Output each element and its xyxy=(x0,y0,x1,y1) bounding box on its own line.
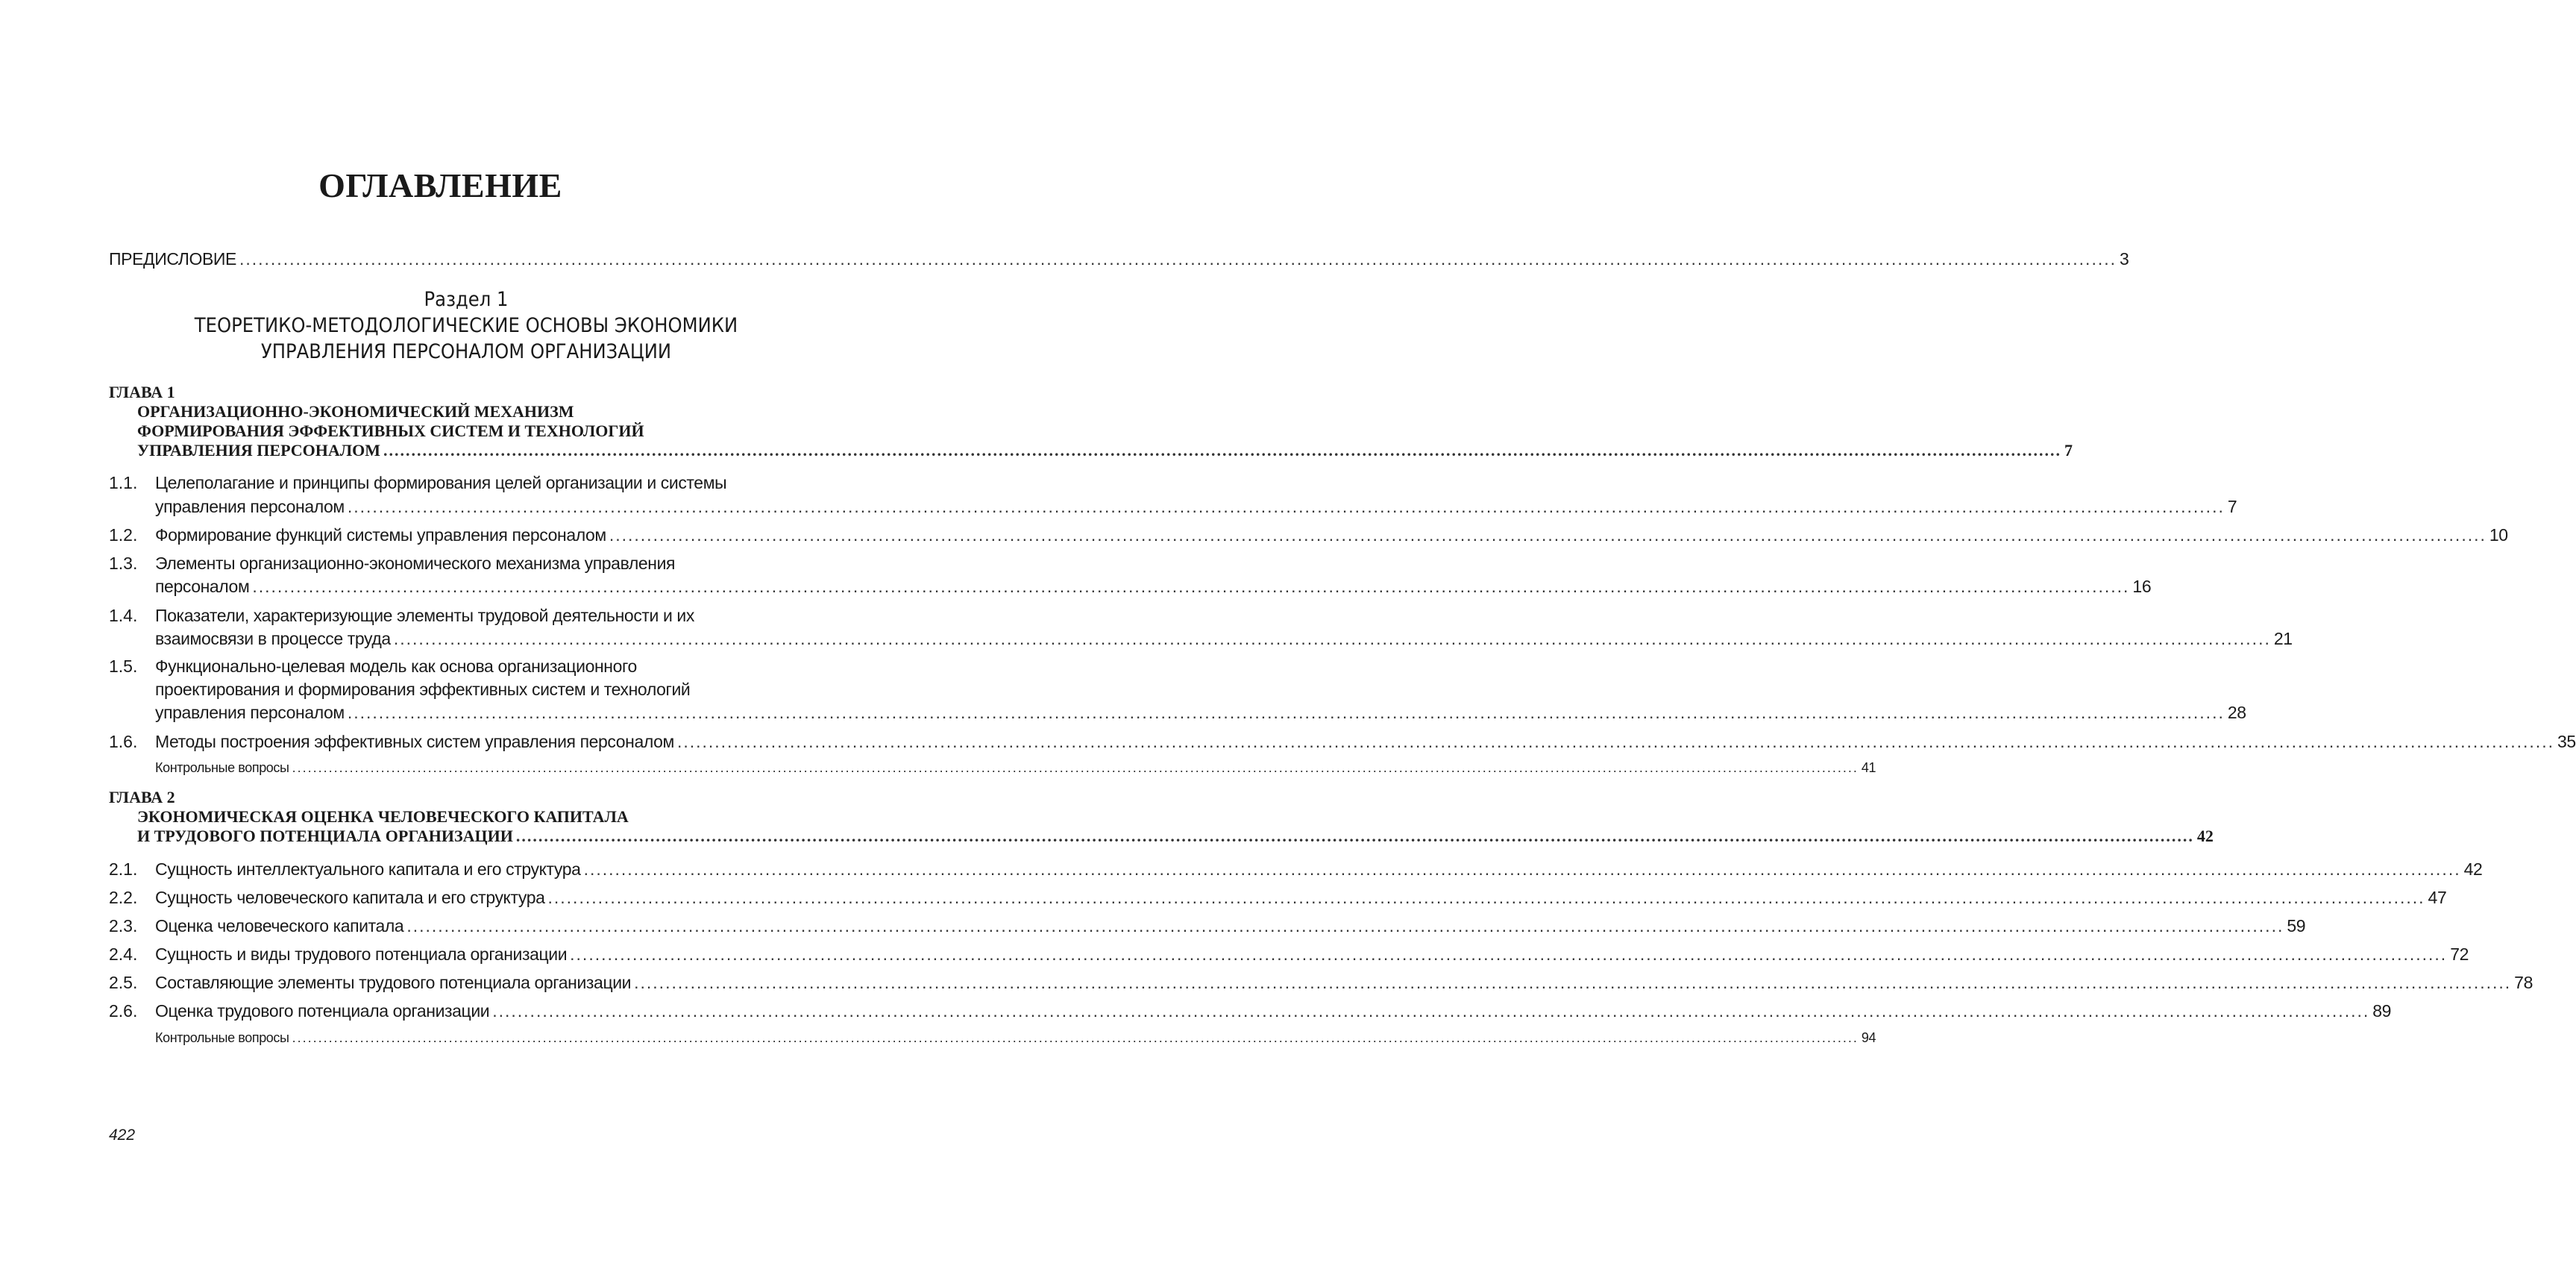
leader-dots: ............................................................................................................................................................................................................................................................................................................ xyxy=(609,525,2487,545)
toc-entry[interactable] xyxy=(155,886,2447,909)
leader-dots: ............................................................................................................................................................................................................................................................................................................ xyxy=(515,827,2194,845)
entry-page: 16 xyxy=(2132,577,2152,596)
leader-dots: ............................................................................................................................................................................................................................................................................................................ xyxy=(292,1030,1859,1045)
leader-dots: ............................................................................................................................................................................................................................................................................................................ xyxy=(347,703,2225,722)
entry-label: взаимосвязи в процессе труда xyxy=(155,629,391,648)
entry-label: Целеполагание и принципы формирования целей организации и системы xyxy=(155,473,727,492)
toc-entry[interactable] xyxy=(155,858,2483,880)
chapter-title-line: УПРАВЛЕНИЯ ПЕРСОНАЛОМ xyxy=(137,441,381,460)
page-title: ОГЛАВЛЕНИЕ xyxy=(318,166,562,204)
section-title-line-1: ТЕОРЕТИКО-МЕТОДОЛОГИЧЕСКИЕ ОСНОВЫ ЭКОНОМИКИ xyxy=(194,314,738,337)
chapter-title-line: ОРГАНИЗАЦИОННО-ЭКОНОМИЧЕСКИЙ МЕХАНИЗМ xyxy=(137,402,574,421)
toc-entry[interactable] xyxy=(155,495,2237,518)
entry-label: управления персоналом xyxy=(155,497,345,516)
entry-label: Формирование функций системы управления персоналом xyxy=(155,525,606,545)
entry-page: 28 xyxy=(2227,703,2246,722)
entry-label: Элементы организационно-экономического механизма управления xyxy=(155,554,676,573)
entry-label: Сущность человеческого капитала и его структура xyxy=(155,888,545,907)
leader-dots: ............................................................................................................................................................................................................................................................................................................ xyxy=(570,944,2448,964)
page-number: 422 xyxy=(109,1126,136,1144)
entry-label: Контрольные вопросы xyxy=(155,760,289,775)
chapter-label: ГЛАВА 1 xyxy=(109,383,175,401)
leader-dots: ............................................................................................................................................................................................................................................................................................................ xyxy=(406,916,2284,936)
entry-label: персоналом xyxy=(155,577,250,596)
leader-dots: ............................................................................................................................................................................................................................................................................................................ xyxy=(292,760,1859,775)
toc-entry[interactable] xyxy=(155,971,2533,994)
chapter-label: ГЛАВА 2 xyxy=(109,788,175,806)
entry-number: 2.1. xyxy=(109,859,138,879)
entry-number: 1.5. xyxy=(109,656,138,676)
leader-dots: ............................................................................................................................................................................................................................................................................................................ xyxy=(347,497,2225,516)
entry-number: 2.3. xyxy=(109,916,138,936)
entry-page: 10 xyxy=(2489,525,2508,545)
toc-entry-chapter-2[interactable] xyxy=(137,827,2214,846)
toc-entry[interactable] xyxy=(155,943,2469,965)
entry-page: 41 xyxy=(1861,760,1876,775)
entry-number: 2.5. xyxy=(109,973,138,992)
entry-number: 1.3. xyxy=(109,554,138,573)
leader-dots: ............................................................................................................................................................................................................................................................................................................ xyxy=(393,629,2271,648)
leader-dots: ............................................................................................................................................................................................................................................................................................................ xyxy=(583,859,2461,879)
entry-page: 7 xyxy=(2227,497,2237,516)
leader-dots: ............................................................................................................................................................................................................................................................................................................ xyxy=(252,577,2130,596)
entry-label: Показатели, характеризующие элементы трудовой деятельности и их xyxy=(155,606,694,625)
entry-number: 2.2. xyxy=(109,888,138,907)
toc-entry[interactable] xyxy=(155,524,2508,546)
chapter-title-line: ЭКОНОМИЧЕСКАЯ ОЦЕНКА ЧЕЛОВЕЧЕСКОГО КАПИТАЛА xyxy=(137,807,629,826)
leader-dots: ............................................................................................................................................................................................................................................................................................................ xyxy=(383,441,2062,460)
entry-page: 3 xyxy=(2120,249,2129,269)
toc-entry[interactable] xyxy=(155,915,2306,937)
entry-page: 89 xyxy=(2372,1001,2392,1021)
entry-label: управления персоналом xyxy=(155,703,345,722)
entry-label: Сущность интеллектуального капитала и его структура xyxy=(155,859,581,879)
entry-page: 35 xyxy=(2557,732,2576,751)
entry-label: Сущность и виды трудового потенциала организации xyxy=(155,944,568,964)
toc-entry[interactable] xyxy=(155,730,2576,753)
leader-dots: ............................................................................................................................................................................................................................................................................................................ xyxy=(676,732,2554,751)
toc-entry-questions[interactable] xyxy=(155,756,1876,779)
entry-page: 47 xyxy=(2428,888,2447,907)
entry-number: 1.4. xyxy=(109,606,138,625)
toc-entry[interactable] xyxy=(155,701,2246,724)
entry-page: 7 xyxy=(2064,441,2073,460)
entry-label: ПРЕДИСЛОВИЕ xyxy=(109,249,236,269)
toc-entry[interactable] xyxy=(155,1000,2392,1022)
chapter-title-line: ФОРМИРОВАНИЯ ЭФФЕКТИВНЫХ СИСТЕМ И ТЕХНОЛОГИЙ xyxy=(137,421,644,440)
section-title-line-2: УПРАВЛЕНИЯ ПЕРСОНАЛОМ ОРГАНИЗАЦИИ xyxy=(260,340,672,363)
toc-entry[interactable] xyxy=(155,627,2293,650)
entry-label: Составляющие элементы трудового потенциала организации xyxy=(155,973,632,992)
entry-page: 21 xyxy=(2273,629,2293,648)
leader-dots: ............................................................................................................................................................................................................................................................................................................ xyxy=(239,249,2117,269)
entry-label: Оценка трудового потенциала организации xyxy=(155,1001,490,1021)
entry-number: 2.4. xyxy=(109,944,138,964)
chapter-title-line: И ТРУДОВОГО ПОТЕНЦИАЛА ОРГАНИЗАЦИИ xyxy=(137,827,513,845)
leader-dots: ............................................................................................................................................................................................................................................................................................................ xyxy=(492,1001,2370,1021)
entry-label: Оценка человеческого капитала xyxy=(155,916,404,936)
section-label: Раздел 1 xyxy=(424,288,509,311)
entry-number: 1.2. xyxy=(109,525,138,545)
toc-entry-questions[interactable] xyxy=(155,1027,1876,1049)
entry-page: 94 xyxy=(1861,1030,1876,1045)
toc-entry-preface[interactable] xyxy=(109,248,2129,270)
toc-entry-chapter-1[interactable] xyxy=(137,441,2073,460)
entry-label: проектирования и формирования эффективных систем и технологий xyxy=(155,680,691,699)
entry-page: 72 xyxy=(2450,944,2469,964)
entry-page: 78 xyxy=(2514,973,2533,992)
entry-page: 42 xyxy=(2463,859,2483,879)
entry-label: Контрольные вопросы xyxy=(155,1030,289,1045)
entry-page: 59 xyxy=(2287,916,2306,936)
leader-dots: ............................................................................................................................................................................................................................................................................................................ xyxy=(634,973,2512,992)
toc-entry[interactable] xyxy=(155,575,2152,598)
entry-number: 1.6. xyxy=(109,732,138,751)
entry-number: 2.6. xyxy=(109,1001,138,1021)
entry-page: 42 xyxy=(2196,827,2214,845)
leader-dots: ............................................................................................................................................................................................................................................................................................................ xyxy=(547,888,2425,907)
entry-label: Методы построения эффективных систем управления персоналом xyxy=(155,732,674,751)
entry-label: Функционально-целевая модель как основа организационного xyxy=(155,656,637,676)
entry-number: 1.1. xyxy=(109,473,138,492)
